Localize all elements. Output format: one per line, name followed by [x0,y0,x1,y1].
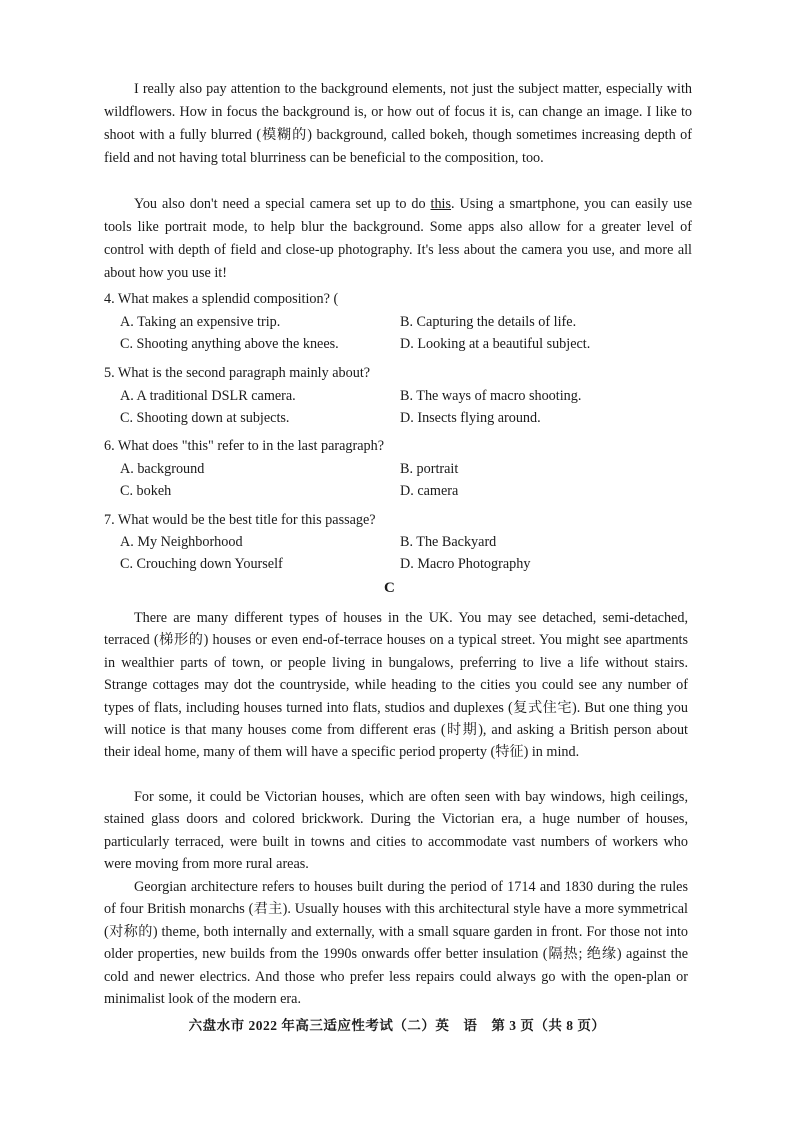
passage-c-paragraph-1: There are many different types of houses in the UK. You may see detached, semi-detached, terraced (梯形的) houses or even end-of-terrace houses on a typical street. You might see apartments in wealthier parts of town, or people living in bungalows, preferring to live a life without stairs. Strange cottages may dot the countryside, while heading to the cities you could see any number of types of flats, including houses turned into flats, studios and duplexes (复式住宅). But one thing you will notice is that many houses come from different eras (时期), and asking a British person about their ideal home, many of them will have a specific period property (特征) in mind. [104,610,688,761]
question-6-option-a: A. background [120,461,205,477]
section-c-label: C [384,580,395,596]
question-6-option-c: C. bokeh [120,483,172,499]
question-4-option-b: B. Capturing the details of life. [400,314,577,330]
question-5-option-b: B. The ways of macro shooting. [400,388,582,404]
question-6-option-d: D. camera [400,483,459,499]
question-5-stem: 5. What is the second paragraph mainly about? [104,365,371,381]
passage-c-paragraph-2: For some, it could be Victorian houses, which are often seen with bay windows, high ceilings, stained glass doors and colored brickwork. During the Victorian era, a huge number of houses, particularly terraced, were built in towns and cities to accommodate vast numbers of workers who were moving from more rural areas. [104,789,688,873]
question-4-stem: 4. What makes a splendid composition? ( [104,291,339,307]
question-6-stem: 6. What does "this" refer to in the last paragraph? [104,438,385,454]
underlined-word-this: this [430,196,452,212]
passage-b-paragraph-1: I really also pay attention to the background elements, not just the subject matter, especially with wildflowers. How in focus the background is, or how out of focus it is, can change an image. I like to shoot with a fully blurred (模糊的) background, called bokeh, though sometimes increasing depth of field and not having total blurriness can be beneficial to the composition, too. [104,81,692,166]
question-4-option-a: A. Taking an expensive trip. [120,314,281,330]
passage-c-paragraph-3: Georgian architecture refers to houses built during the period of 1714 and 1830 during the rules of four British monarchs (君主). Usually houses with this architectural style have a more symmetrical (对称的) theme, both internally and externally, with a small square garden in front. For those not into older properties, new builds from the 1990s onwards offer better insulation (隔热; 绝缘) against the cold and newer electrics. And those who prefer less repairs could always go with the open-plan or minimalist look of the modern era. [104,879,688,1008]
question-7-option-b: B. The Backyard [400,534,497,550]
question-5-option-c: C. Shooting down at subjects. [120,410,290,426]
passage-b-paragraph-2 [104,193,692,285]
question-7-option-c: C. Crouching down Yourself [120,556,283,572]
question-6-option-b: B. portrait [400,461,459,477]
question-7-stem: 7. What would be the best title for this passage? [104,512,376,528]
page-footer: 六盘水市 2022 年高三适应性考试（二）英 语 第 3 页（共 8 页） [188,1018,606,1033]
question-5-option-d: D. Insects flying around. [400,410,541,426]
paragraph-2-text-before: You also don't need a special camera set up to do [134,196,431,212]
question-7-option-d: D. Macro Photography [400,556,531,572]
paragraph-2-text-after: . Using a smartphone, you can easily use tools like portrait mode, to help blur the background. Some apps also allow for a greater level of control with depth of field and close-up photography. It's less about the camera you use, and more all about how you use it! [104,196,693,281]
question-4-option-d: D. Looking at a beautiful subject. [400,336,591,352]
question-4-option-c: C. Shooting anything above the knees. [120,336,339,352]
question-7-option-a: A. My Neighborhood [120,534,243,550]
question-5-option-a: A. A traditional DSLR camera. [120,388,296,404]
